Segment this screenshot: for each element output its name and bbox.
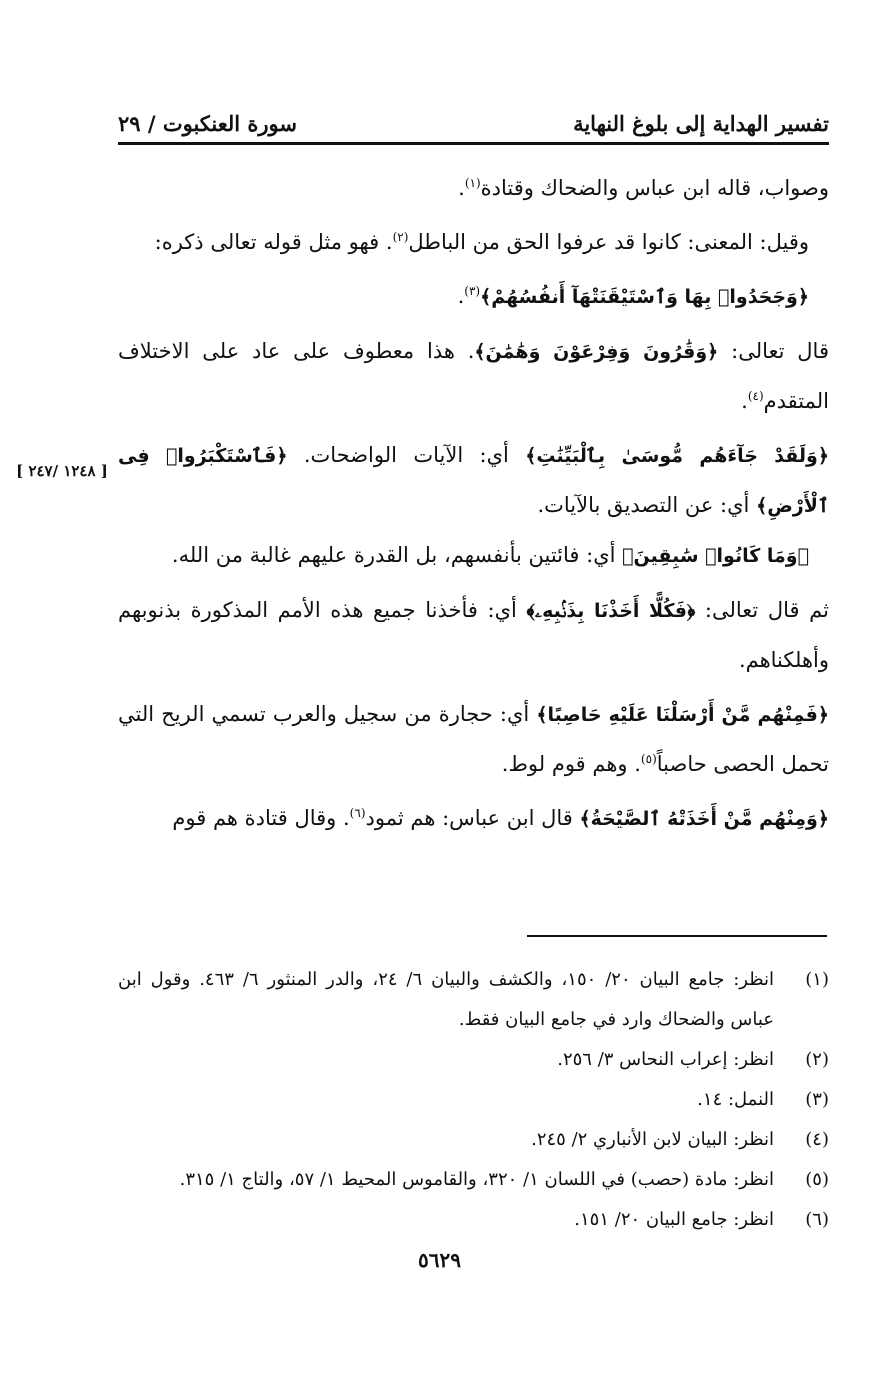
page-number: ٥٦٢٩ [418,1248,461,1272]
footnote-number: (٣) [805,1089,829,1110]
paragraph-7: ثم قال تعالى: ﴿فَكُلًّا أَخَذْنَا بِذَنۢبِهِۦ﴾ أي: فأخذنا جميع هذه الأمم المذكورة بذنوبهم وأهلكناهم. [118,598,829,672]
paragraph-8: ﴿فَمِنْهُم مَّنْ أَرْسَلْنَا عَلَيْهِ حَاصِبًا﴾ أي: حجارة من سجيل والعرب تسمي الريح التي تحمل الحصى حاصباً$^{(٥)}$. وهم قوم لوط. [118,702,829,776]
surah-label: سورة العنكبوت / ٢٩ [118,111,298,136]
footnote-ref: (٤) [747,389,764,403]
footnote-text: انظر: البيان لابن الأنباري ٢/ ٢٤٥. [531,1129,774,1150]
quran-verse: ﴿وَلَقَدْ جَآءَهُم مُّوسَىٰ بِٱلْبَيِّنَٰتِ﴾ [525,445,829,467]
paragraph-3: ﴿وَجَحَدُوا۟ بِهَا وَٱسْتَيْقَنَتْهَآ أَنفُسُهُمْ﴾$^{(٣)}$. [457,284,809,308]
footnote-text: انظر: جامع البيان ٢٠/ ١٥١. [574,1209,774,1230]
paragraph-2: وقيل: المعنى: كانوا قد عرفوا الحق من الباطل$^{(٢)}$. فهو مثل قوله تعالى ذكره: [154,230,809,254]
quran-verse: ﴿وَمَا كَانُوا۟ سَٰبِقِينَ﴾ [622,545,809,567]
footnote-item [118,1120,829,1160]
paragraph-9: ﴿وَمِنْهُم مَّنْ أَخَذَتْهُ ٱلصَّيْحَةُ﴾ قال ابن عباس: هم ثمود$^{(٦)}$. وقال قتادة هم قوم [172,806,829,830]
footnote-item [118,1160,829,1200]
quran-verse: ﴿فَكُلًّا أَخَذْنَا بِذَنۢبِهِۦ﴾ [526,600,696,622]
main-text [118,164,829,844]
paragraph-6: ﴿وَمَا كَانُوا۟ سَٰبِقِينَ﴾ أي: فائتين بأنفسهم، بل القدرة عليهم غالبة من الله. [171,543,809,567]
footnote-text: انظر: جامع البيان ٢٠/ ١٥٠، والكشف والبيان ٦/ ٢٤، والدر المنثور ٦/ ٤٦٣. وقول ابن عباس والضحاك وارد في جامع البيان فقط. [118,969,774,1030]
footnote-ref: (٦) [349,806,366,820]
footnote-item [118,960,829,1040]
footnotes [118,960,829,1240]
quran-verse: ﴿وَمِنْهُم مَّنْ أَخَذَتْهُ ٱلصَّيْحَةُ﴾ [579,808,829,830]
footnote-text: انظر: إعراب النحاس ٣/ ٢٥٦. [557,1049,774,1070]
paragraph-4: قال تعالى: ﴿وَقَٰرُونَ وَفِرْعَوْنَ وَهَٰمَٰنَ﴾. هذا معطوف على عاد على الاختلاف المتقدم$^{(٤)}$. [118,339,829,413]
footnote-item [118,1200,829,1240]
footnote-number: (٤) [805,1129,829,1150]
footnote-number: (٥) [805,1169,829,1190]
paragraph-5: ﴿وَلَقَدْ جَآءَهُم مُّوسَىٰ بِٱلْبَيِّنَٰتِ﴾ أي: الآيات الواضحات. ﴿فَٱسْتَكْبَرُوا۟ فِى ٱلْأَرْضِ﴾ أي: عن التصديق بالآيات. [118,443,829,517]
book-title: تفسير الهداية إلى بلوغ النهاية [573,111,829,136]
footnote-text: انظر: مادة (حصب) في اللسان ١/ ٣٢٠، والقاموس المحيط ١/ ٥٧، والتاج ١/ ٣١٥. [179,1169,774,1190]
footnote-number: (١) [805,969,829,990]
header-rule [118,142,829,145]
paragraph-1: وصواب، قاله ابن عباس والضحاك وقتادة$^{(١)}$. [458,176,829,200]
manuscript-margin-ref: [ ١٢٤٨ /٢٤٧ ] [16,462,108,480]
footnote-item [118,1080,829,1120]
quran-verse: ﴿فَٱسْتَكْبَرُوا۟ فِى ٱلْأَرْضِ﴾ [118,445,829,517]
footnote-separator [527,935,827,937]
footnote-text: النمل: ١٤. [697,1089,774,1110]
footnote-ref: (٢) [392,230,409,244]
quran-verse: ﴿فَمِنْهُم مَّنْ أَرْسَلْنَا عَلَيْهِ حَاصِبًا﴾ [536,704,829,726]
footnote-ref: (١) [464,176,481,190]
footnote-ref: (٥) [640,752,657,766]
footnote-item [118,1040,829,1080]
quran-verse: ﴿وَجَحَدُوا۟ بِهَا وَٱسْتَيْقَنَتْهَآ أَنفُسُهُمْ﴾ [480,286,809,308]
footnote-number: (٢) [805,1049,829,1070]
quran-verse: ﴿وَقَٰرُونَ وَفِرْعَوْنَ وَهَٰمَٰنَ﴾ [474,341,719,363]
footnote-number: (٦) [805,1209,829,1230]
running-header [118,100,829,136]
footnote-ref: (٣) [464,284,481,298]
